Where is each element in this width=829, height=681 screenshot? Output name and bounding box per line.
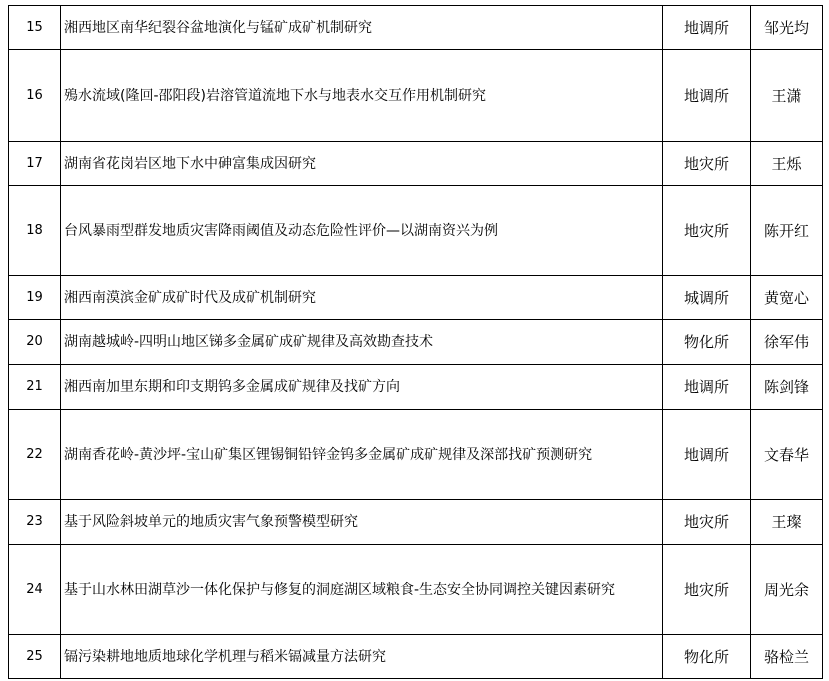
table-row [9, 276, 823, 320]
row-number: 21 [9, 365, 61, 410]
person-name: 文春华 [751, 410, 823, 500]
project-title: 湖南省花岗岩区地下水中砷富集成因研究 [61, 142, 663, 186]
project-title: 殦水流域(隆回-邵阳段)岩溶管道流地下水与地表水交互作用机制研究 [61, 50, 663, 142]
table-row [9, 186, 823, 276]
person-name: 骆检兰 [751, 635, 823, 679]
project-title: 湖南香花岭-黄沙坪-宝山矿集区锂锡铜铅锌金钨多金属矿成矿规律及深部找矿预测研究 [61, 410, 663, 500]
project-title: 湘西南加里东期和印支期钨多金属成矿规律及找矿方向 [61, 365, 663, 410]
unit-name: 物化所 [663, 320, 751, 365]
table-row [9, 320, 823, 365]
unit-name: 物化所 [663, 635, 751, 679]
project-title: 基于风险斜坡单元的地质灾害气象预警模型研究 [61, 500, 663, 545]
unit-name: 地调所 [663, 410, 751, 500]
person-name: 王潇 [751, 50, 823, 142]
row-number: 23 [9, 500, 61, 545]
row-number: 16 [9, 50, 61, 142]
table-row [9, 142, 823, 186]
project-title: 镉污染耕地地质地球化学机理与稻米镉减量方法研究 [61, 635, 663, 679]
row-number: 15 [9, 6, 61, 50]
row-number: 25 [9, 635, 61, 679]
row-number: 19 [9, 276, 61, 320]
unit-name: 地灾所 [663, 142, 751, 186]
person-name: 王璨 [751, 500, 823, 545]
project-title: 湘西地区南华纪裂谷盆地演化与锰矿成矿机制研究 [61, 6, 663, 50]
person-name: 王烁 [751, 142, 823, 186]
table-row [9, 635, 823, 679]
row-number: 18 [9, 186, 61, 276]
unit-name: 地调所 [663, 365, 751, 410]
person-name: 邹光均 [751, 6, 823, 50]
table-row [9, 365, 823, 410]
unit-name: 城调所 [663, 276, 751, 320]
person-name: 徐军伟 [751, 320, 823, 365]
unit-name: 地调所 [663, 6, 751, 50]
project-title: 台风暴雨型群发地质灾害降雨阈值及动态危险性评价—以湖南资兴为例 [61, 186, 663, 276]
row-number: 17 [9, 142, 61, 186]
project-title: 湘西南漠滨金矿成矿时代及成矿机制研究 [61, 276, 663, 320]
row-number: 22 [9, 410, 61, 500]
project-title: 基于山水林田湖草沙一体化保护与修复的洞庭湖区域粮食-生态安全协同调控关键因素研究 [61, 545, 663, 635]
person-name: 周光余 [751, 545, 823, 635]
unit-name: 地灾所 [663, 186, 751, 276]
person-name: 黄宽心 [751, 276, 823, 320]
table-row [9, 545, 823, 635]
unit-name: 地灾所 [663, 545, 751, 635]
table-row [9, 410, 823, 500]
row-number: 24 [9, 545, 61, 635]
table-row [9, 500, 823, 545]
project-table [8, 5, 823, 679]
row-number: 20 [9, 320, 61, 365]
person-name: 陈剑锋 [751, 365, 823, 410]
person-name: 陈开红 [751, 186, 823, 276]
table-row [9, 6, 823, 50]
table-row [9, 50, 823, 142]
project-title: 湖南越城岭-四明山地区锑多金属矿成矿规律及高效勘查技术 [61, 320, 663, 365]
unit-name: 地灾所 [663, 500, 751, 545]
unit-name: 地调所 [663, 50, 751, 142]
